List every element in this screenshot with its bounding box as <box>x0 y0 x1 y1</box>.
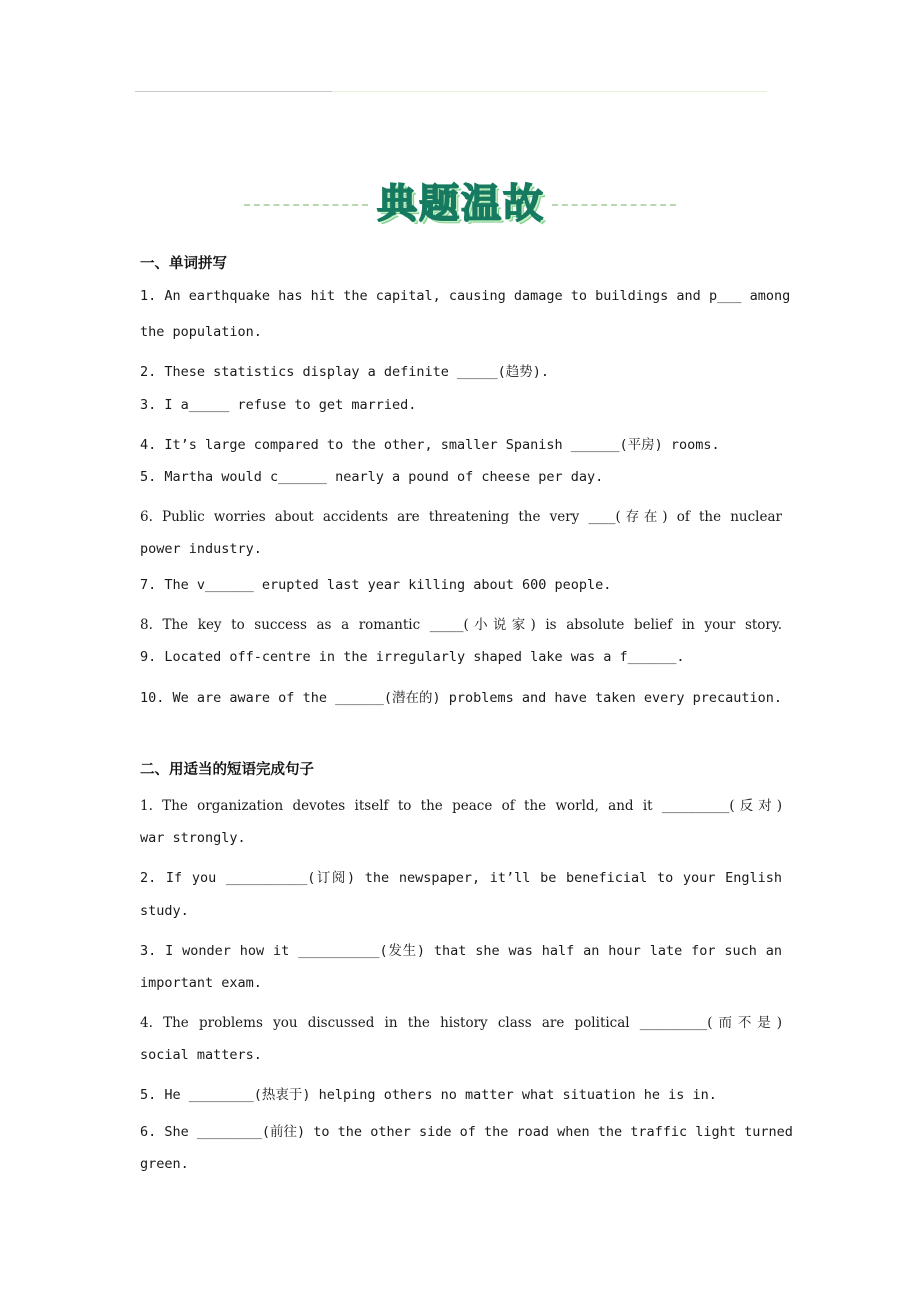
s1-line-7: 6. Public worries about accidents are threatening the very ____(存在) of the nuclear <box>140 509 782 525</box>
banner-dash-left <box>244 204 368 206</box>
s1-line-3: 2. These statistics display a definite _____(趋势). <box>140 364 550 380</box>
s1-line-6: 5. Martha would c______ nearly a pound of cheese per day. <box>140 469 604 485</box>
s1-line-10: 8. The key to success as a romantic _____(小说家) is absolute belief in your story. <box>140 617 782 633</box>
section1-heading: 一、单词拼写 <box>140 256 227 272</box>
s2-line-4: study. <box>140 903 189 919</box>
banner-title: 典题温故 <box>377 181 545 227</box>
s2-line-3: 2. If you __________(订阅) the newspaper, it’ll be beneficial to your English <box>140 870 782 886</box>
s1-line-2: the population. <box>140 324 262 340</box>
s2-line-5: 3. I wonder how it __________(发生) that she was half an hour late for such an <box>140 943 782 959</box>
s2-line-10: 6. She ________(前往) to the other side of the road when the traffic light turned <box>140 1124 793 1140</box>
s1-line-9: 7. The v______ erupted last year killing about 600 people. <box>140 577 612 593</box>
s2-line-8: social matters. <box>140 1047 262 1063</box>
s2-line-2: war strongly. <box>140 830 246 846</box>
section-banner <box>240 178 680 234</box>
s2-line-7: 4. The problems you discussed in the history class are political __________(而不是) <box>140 1015 782 1031</box>
s1-line-12: 10. We are aware of the ______(潜在的) problems and have taken every precaution. <box>140 690 782 706</box>
s1-line-11: 9. Located off-centre in the irregularly shaped lake was a f______. <box>140 649 685 665</box>
s2-line-9: 5. He ________(热衷于) helping others no matter what situation he is in. <box>140 1087 717 1103</box>
s1-line-8: power industry. <box>140 541 262 557</box>
s1-line-1: 1. An earthquake has hit the capital, causing damage to buildings and p___ among <box>140 288 791 304</box>
s2-line-11: green. <box>140 1156 189 1172</box>
s2-line-6: important exam. <box>140 975 262 991</box>
header-rule <box>135 91 767 93</box>
s1-line-4: 3. I a_____ refuse to get married. <box>140 397 417 413</box>
header-rule-left <box>135 91 332 92</box>
header-rule-right <box>332 91 767 92</box>
banner-dash-right <box>552 204 676 206</box>
s1-line-5: 4. It’s large compared to the other, smaller Spanish ______(平房) rooms. <box>140 437 720 453</box>
section2-heading: 二、用适当的短语完成句子 <box>140 762 314 778</box>
s2-line-1: 1. The organization devotes itself to the peace of the world, and it __________(反对) <box>140 798 782 814</box>
